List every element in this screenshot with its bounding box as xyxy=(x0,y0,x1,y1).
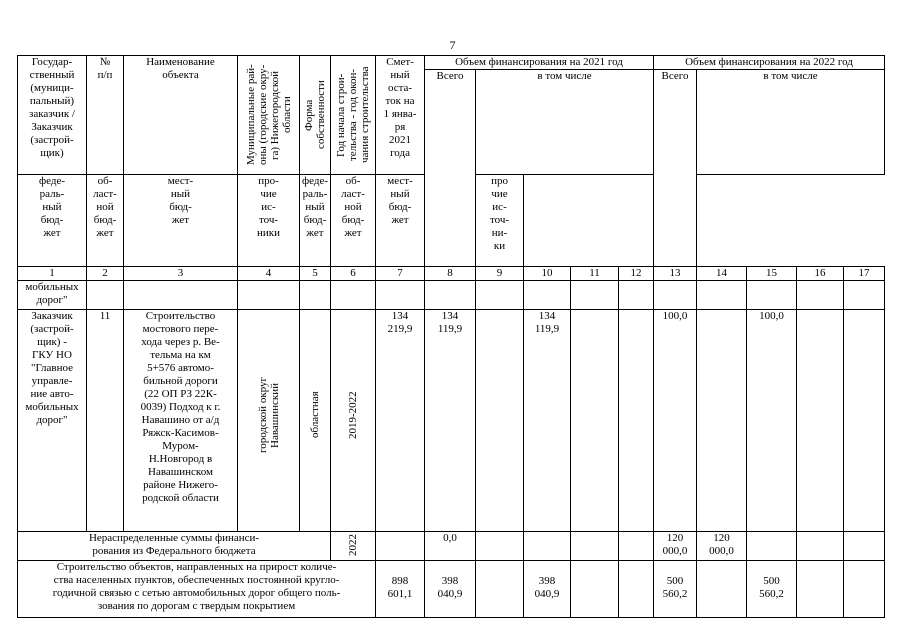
column-number: 14 xyxy=(697,267,747,281)
header-funding-2022: Объем финансирования на 2022 год xyxy=(654,56,885,70)
column-number: 10 xyxy=(524,267,571,281)
undistributed-total-2022: 120 000,0 xyxy=(654,532,697,561)
column-number: 6 xyxy=(331,267,376,281)
header-local-2021: мест- ный бюд- жет xyxy=(124,175,238,267)
funding-table xyxy=(17,55,885,618)
undistributed-years: 2022 xyxy=(347,534,360,557)
header-federal-2022: феде- раль- ный бюд- жет xyxy=(300,175,331,267)
column-number: 16 xyxy=(797,267,844,281)
header-including-2021: в том числе xyxy=(476,70,654,175)
table-row-continuation xyxy=(18,281,885,310)
header-years: Год начала строи- тельства - год окон- чания строительства xyxy=(335,66,372,164)
table-row-summary xyxy=(18,561,885,618)
undistributed-label: Нераспределенные суммы финанси- рования из Федерального бюджета xyxy=(18,532,331,561)
header-object-name: Наименование объекта xyxy=(124,56,238,175)
undistributed-federal-2022: 120 000,0 xyxy=(697,532,747,561)
undistributed-total-2021: 0,0 xyxy=(425,532,476,561)
header-local-2022: мест- ный бюд- жет xyxy=(376,175,425,267)
column-number: 13 xyxy=(654,267,697,281)
header-regional-2022: об- ласт- ной бюд- жет xyxy=(331,175,376,267)
column-number: 2 xyxy=(87,267,124,281)
header-estimated-balance: Смет- ный оста- ток на 1 янва- ря 2021 года xyxy=(376,56,425,175)
column-number: 7 xyxy=(376,267,425,281)
header-years-cell xyxy=(331,56,376,175)
object-estimated-balance: 134 219,9 xyxy=(376,310,425,532)
column-number: 11 xyxy=(571,267,619,281)
summary-regional-2022: 500 560,2 xyxy=(747,561,797,618)
object-customer: Заказчик (застрой- щик) - ГКУ НО "Главное управле- ние авто- мобильных дорог" xyxy=(18,310,87,532)
summary-total-2021: 398 040,9 xyxy=(425,561,476,618)
header-regional-2021: об- ласт- ной бюд- жет xyxy=(87,175,124,267)
header-customer: Государ- ственный (муници- пальный) заказчик / Заказчик (застрой- щик) xyxy=(18,56,87,175)
object-name: Строительство мостового пере- хода через р. Ве- тельма на км 5+576 автомо- бильной дороги (22 ОП РЗ 22К- 0039) Подход к г. Навашино от а/д Ряжск-Касимов- Муром- Н.Новгород в Навашинском районе Нижего- родской области xyxy=(124,310,238,532)
object-years: 2019-2022 xyxy=(347,391,360,439)
column-number: 15 xyxy=(747,267,797,281)
object-num: 11 xyxy=(87,310,124,532)
header-ownership-cell xyxy=(300,56,331,175)
header-funding-2021: Объем финансирования на 2021 год xyxy=(425,56,654,70)
object-total-2021: 134 119,9 xyxy=(425,310,476,532)
object-total-2022: 100,0 xyxy=(654,310,697,532)
header-district: Муниципальные рай- оны (городские окру- га) Нижегородской области xyxy=(244,64,293,166)
summary-label: Строительство объектов, направленных на прирост количе- ства населенных пунктов, обеспеченных постоянной кругло- годичной связью с сетью автомобильных дорог общего поль- зования по дорогам с твердым покрытием xyxy=(18,561,376,618)
object-ownership: областная xyxy=(309,391,321,439)
column-number: 12 xyxy=(619,267,654,281)
object-ownership-cell xyxy=(300,310,331,532)
header-ownership: Форма собственности xyxy=(303,80,327,150)
column-number: 1 xyxy=(18,267,87,281)
column-numbers-row xyxy=(18,267,885,281)
header-num: № п/п xyxy=(87,56,124,175)
column-number: 17 xyxy=(844,267,885,281)
column-number: 3 xyxy=(124,267,238,281)
column-number: 9 xyxy=(476,267,524,281)
summary-total-2022: 500 560,2 xyxy=(654,561,697,618)
column-number: 4 xyxy=(238,267,300,281)
header-total-2022: Всего xyxy=(654,70,697,267)
header-federal-2021: феде- раль- ный бюд- жет xyxy=(18,175,87,267)
header-other-2022: про чие ис- точ- ни- ки xyxy=(476,175,524,267)
object-regional-2022: 100,0 xyxy=(747,310,797,532)
header-total-2021: Всего xyxy=(425,70,476,267)
column-number: 8 xyxy=(425,267,476,281)
undistributed-years-cell xyxy=(331,532,376,561)
summary-regional-2021: 398 040,9 xyxy=(524,561,571,618)
summary-estimated-balance: 898 601,1 xyxy=(376,561,425,618)
continuation-customer: мобильных дорог" xyxy=(18,281,87,310)
page-number: 7 xyxy=(449,38,456,52)
header-including-2022: в том числе xyxy=(697,70,885,175)
header-district-cell xyxy=(238,56,300,175)
column-number: 5 xyxy=(300,267,331,281)
object-years-cell xyxy=(331,310,376,532)
table-row-object xyxy=(18,310,885,532)
object-regional-2021: 134 119,9 xyxy=(524,310,571,532)
header-other-2021: про- чие ис- точ- ники xyxy=(238,175,300,267)
object-district: городской округ Навашинский xyxy=(256,376,281,454)
table-row-undistributed xyxy=(18,532,885,561)
object-district-cell xyxy=(238,310,300,532)
